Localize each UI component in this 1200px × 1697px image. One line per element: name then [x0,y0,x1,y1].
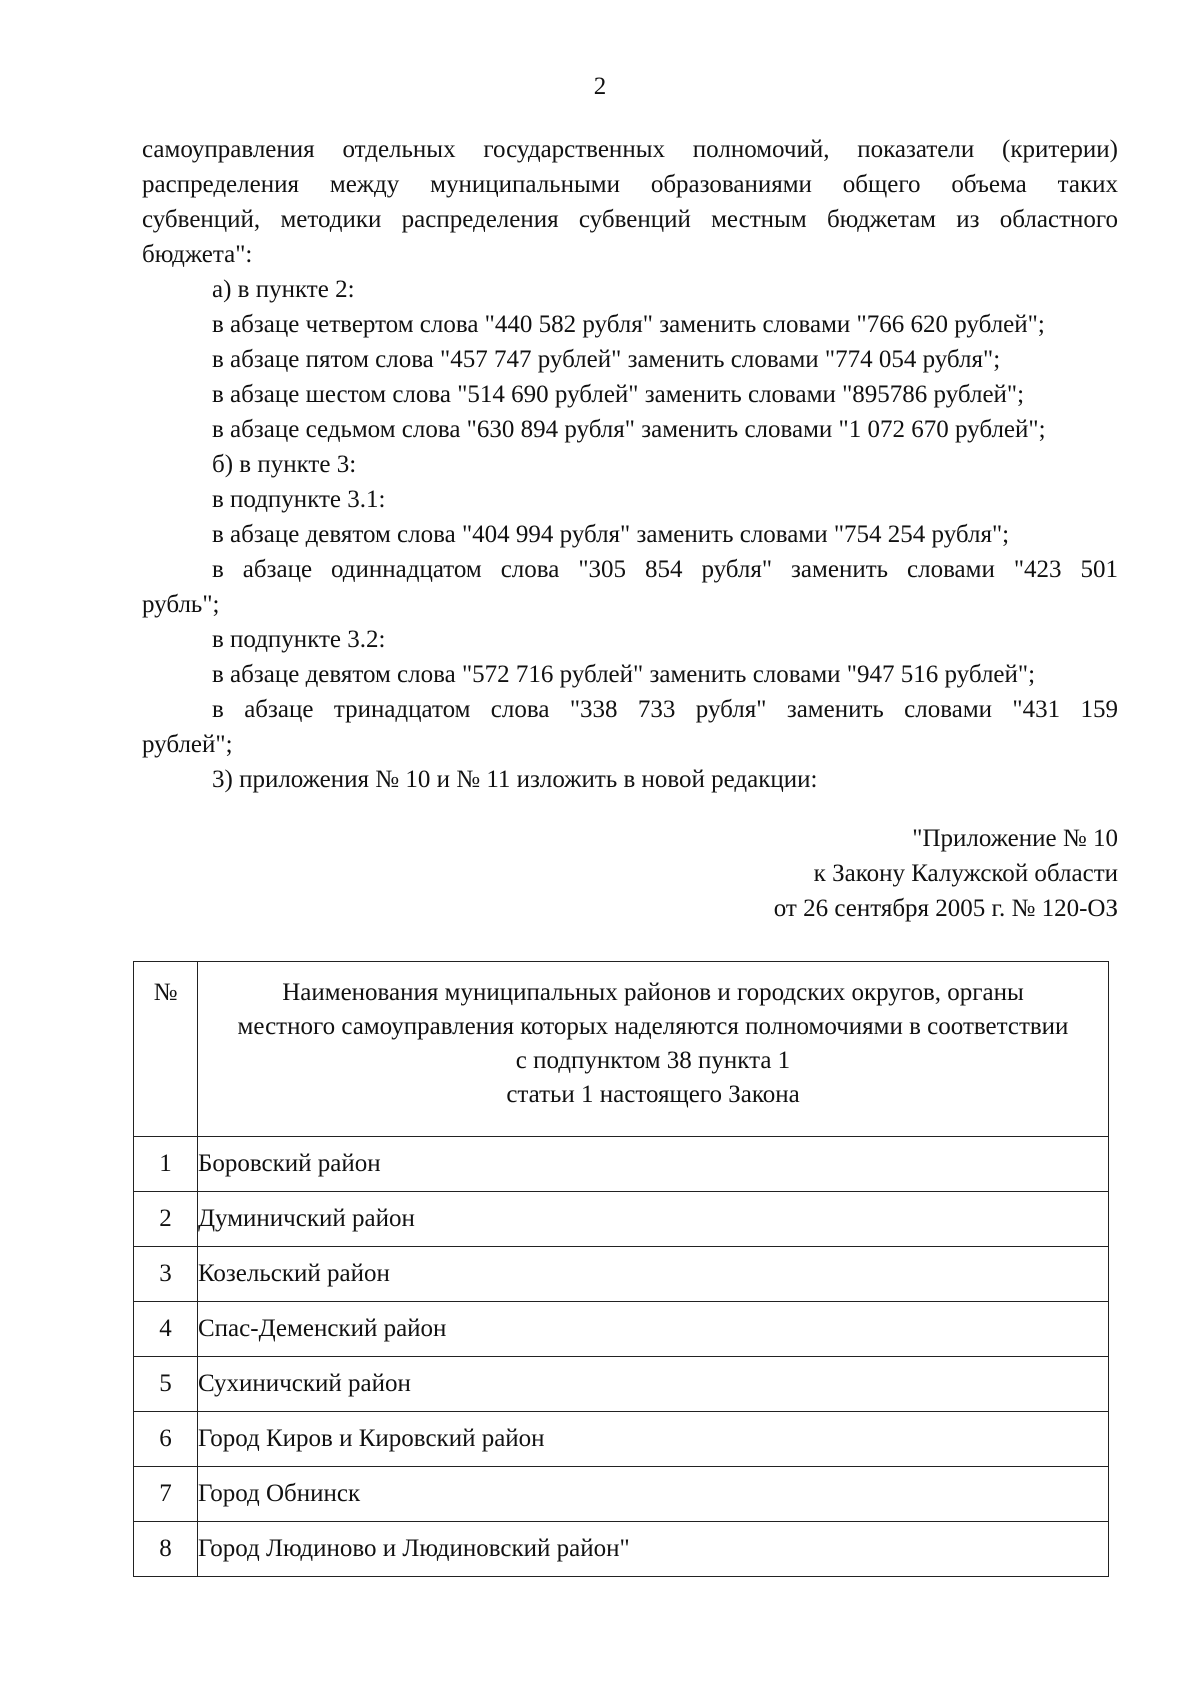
intro-line: самоуправления отдельных государственных полномочий, показатели (критерии) [142,136,1118,163]
row-district-name: Спас-Деменский район [198,1302,1109,1357]
amendment-a-heading: а) в пункте 2: [212,276,355,303]
row-district-name: Город Людиново и Людиновский район" [198,1522,1109,1577]
table-row [134,1192,1109,1247]
table-row [134,1467,1109,1522]
intro-line: субвенций, методики распределения субвенций местным бюджетам из областного [142,206,1118,233]
row-number: 6 [134,1412,198,1467]
header-number: № [134,962,198,1137]
subpoint-3-2-item: в абзаце девятом слова "572 716 рублей" заменить словами "947 516 рублей"; [212,661,1036,688]
row-number: 7 [134,1467,198,1522]
table-row [134,1412,1109,1467]
annex-title: "Приложение № 10 [912,825,1118,852]
amendment-a-item: в абзаце пятом слова "457 747 рублей" заменить словами "774 054 рубля"; [212,346,1001,373]
page-number: 2 [593,73,607,100]
subpoint-3-1-item-wrap: в абзаце одиннадцатом слова "305 854 рубля" заменить словами "423 501 [212,556,1118,583]
row-district-name: Думиничский район [198,1192,1109,1247]
header-name-line: местного самоуправления которых наделяются полномочиями в соответствии [237,1013,1069,1040]
header-name [198,962,1109,1137]
subpoint-3-2-item-wrap: в абзаце тринадцатом слова "338 733 рубля" заменить словами "431 159 [212,696,1118,723]
row-number: 5 [134,1357,198,1412]
table-row [134,1357,1109,1412]
amendment-a-item: в абзаце седьмом слова "630 894 рубля" заменить словами "1 072 670 рублей"; [212,416,1046,443]
row-district-name: Сухиничский район [198,1357,1109,1412]
subpoint-3-1-item: в абзаце девятом слова "404 994 рубля" заменить словами "754 254 рубля"; [212,521,1010,548]
header-name-line: статьи 1 настоящего Закона [506,1081,800,1108]
header-name-line: с подпунктом 38 пункта 1 [515,1047,791,1074]
row-number: 8 [134,1522,198,1577]
row-number: 3 [134,1247,198,1302]
table-header-row [134,962,1109,1137]
table-row [134,1302,1109,1357]
row-district-name: Город Обнинск [198,1467,1109,1522]
amendment-item-3: 3) приложения № 10 и № 11 изложить в новой редакции: [212,766,818,793]
annex-header [774,821,1118,926]
table-row [134,1137,1109,1192]
subpoint-3-1-item-wrap-end: рубль"; [142,591,220,618]
amendment-a-item: в абзаце четвертом слова "440 582 рубля" заменить словами "766 620 рублей"; [212,311,1045,338]
document-body [142,132,1118,797]
amendment-b-heading: б) в пункте 3: [212,451,357,478]
subpoint-3-2-item-wrap-end: рублей"; [142,731,233,758]
subpoint-3-1-heading: в подпункте 3.1: [212,486,386,513]
row-district-name: Козельский район [198,1247,1109,1302]
header-name-line: Наименования муниципальных районов и городских округов, органы [282,979,1024,1006]
row-number: 4 [134,1302,198,1357]
row-district-name: Боровский район [198,1137,1109,1192]
row-number: 2 [134,1192,198,1247]
table-row [134,1247,1109,1302]
intro-last-line: бюджета": [142,241,253,268]
districts-table [133,961,1109,1577]
amendment-a-item: в абзаце шестом слова "514 690 рублей" заменить словами "895786 рублей"; [212,381,1025,408]
table-row [134,1522,1109,1577]
row-district-name: Город Киров и Кировский район [198,1412,1109,1467]
annex-law-date: от 26 сентября 2005 г. № 120-ОЗ [773,895,1118,922]
intro-line: распределения между муниципальными образованиями общего объема таких [142,171,1118,198]
row-number: 1 [134,1137,198,1192]
annex-law-reference: к Закону Калужской области [813,860,1118,887]
subpoint-3-2-heading: в подпункте 3.2: [212,626,386,653]
